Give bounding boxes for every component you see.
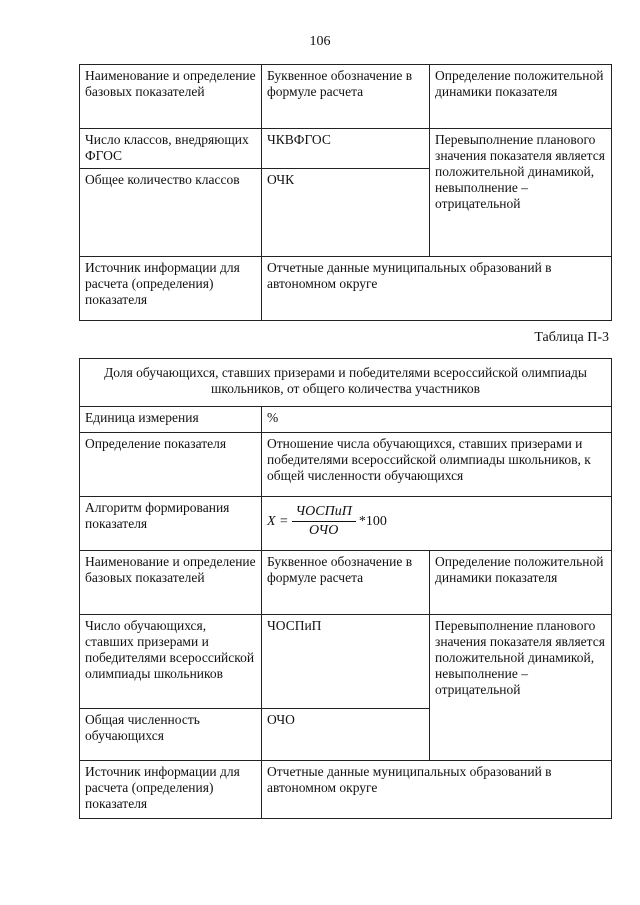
indicator-name: Общая численность обучающихся [80,709,262,761]
source-row [80,761,612,819]
algorithm-row [80,497,612,551]
indicator-table-1 [79,64,612,321]
formula-denominator: ОЧО [308,523,339,538]
source-label: Источник информации для расчета (определения) показателя [80,761,262,819]
table-header-row [80,65,612,129]
header-positive-dynamics: Определение положительной динамики показателя [430,551,612,615]
algorithm-formula-cell [262,497,612,551]
algorithm-label: Алгоритм формирования показателя [80,497,262,551]
indicator-name: Общее количество классов [80,169,262,257]
table-row [80,129,612,169]
indicator-symbol: ОЧК [262,169,430,257]
header-letter-symbol: Буквенное обозначение в формуле расчета [262,65,430,129]
table-header-row [80,551,612,615]
table-row [80,615,612,709]
definition-value: Отношение числа обучающихся, ставших призерами и победителями всероссийской олимпиады школьников, к общей численности обучающихся [262,433,612,497]
indicator-symbol: ЧКВФГОС [262,129,430,169]
header-base-indicators: Наименование и определение базовых показателей [80,551,262,615]
unit-label: Единица измерения [80,407,262,433]
page-number: 106 [309,34,331,49]
unit-row [80,407,612,433]
indicator-table-2 [79,358,612,819]
header-base-indicators: Наименование и определение базовых показателей [80,65,262,129]
positive-dynamics-definition: Перевыполнение планового значения показателя является положительной динамикой, невыполнение – отрицательной [430,615,612,761]
formula-multiplier: *100 [358,513,387,529]
source-label: Источник информации для расчета (определения) показателя [80,257,262,321]
definition-row [80,433,612,497]
header-letter-symbol: Буквенное обозначение в формуле расчета [262,551,430,615]
indicator-name: Число классов, внедряющих ФГОС [80,129,262,169]
indicator-symbol: ЧОСПиП [262,615,430,709]
unit-value: % [262,407,612,433]
indicator-symbol: ОЧО [262,709,430,761]
title-row [80,359,612,407]
formula-fraction [292,504,356,539]
header-positive-dynamics: Определение положительной динамики показателя [430,65,612,129]
formula-numerator: ЧОСПиП [292,504,356,522]
positive-dynamics-definition: Перевыполнение планового значения показателя является положительной динамикой, невыполнение – отрицательной [430,129,612,257]
formula [267,500,606,539]
source-row [80,257,612,321]
indicator-title: Доля обучающихся, ставших призерами и победителями всероссийской олимпиады школьников, от общего количества участников [80,359,612,407]
table-caption: Таблица П-3 [534,330,609,345]
source-value: Отчетные данные муниципальных образований в автономном округе [262,761,612,819]
formula-lhs: X = [267,513,289,529]
indicator-name: Число обучающихся, ставших призерами и победителями всероссийской олимпиады школьников [80,615,262,709]
definition-label: Определение показателя [80,433,262,497]
source-value: Отчетные данные муниципальных образований в автономном округе [262,257,612,321]
